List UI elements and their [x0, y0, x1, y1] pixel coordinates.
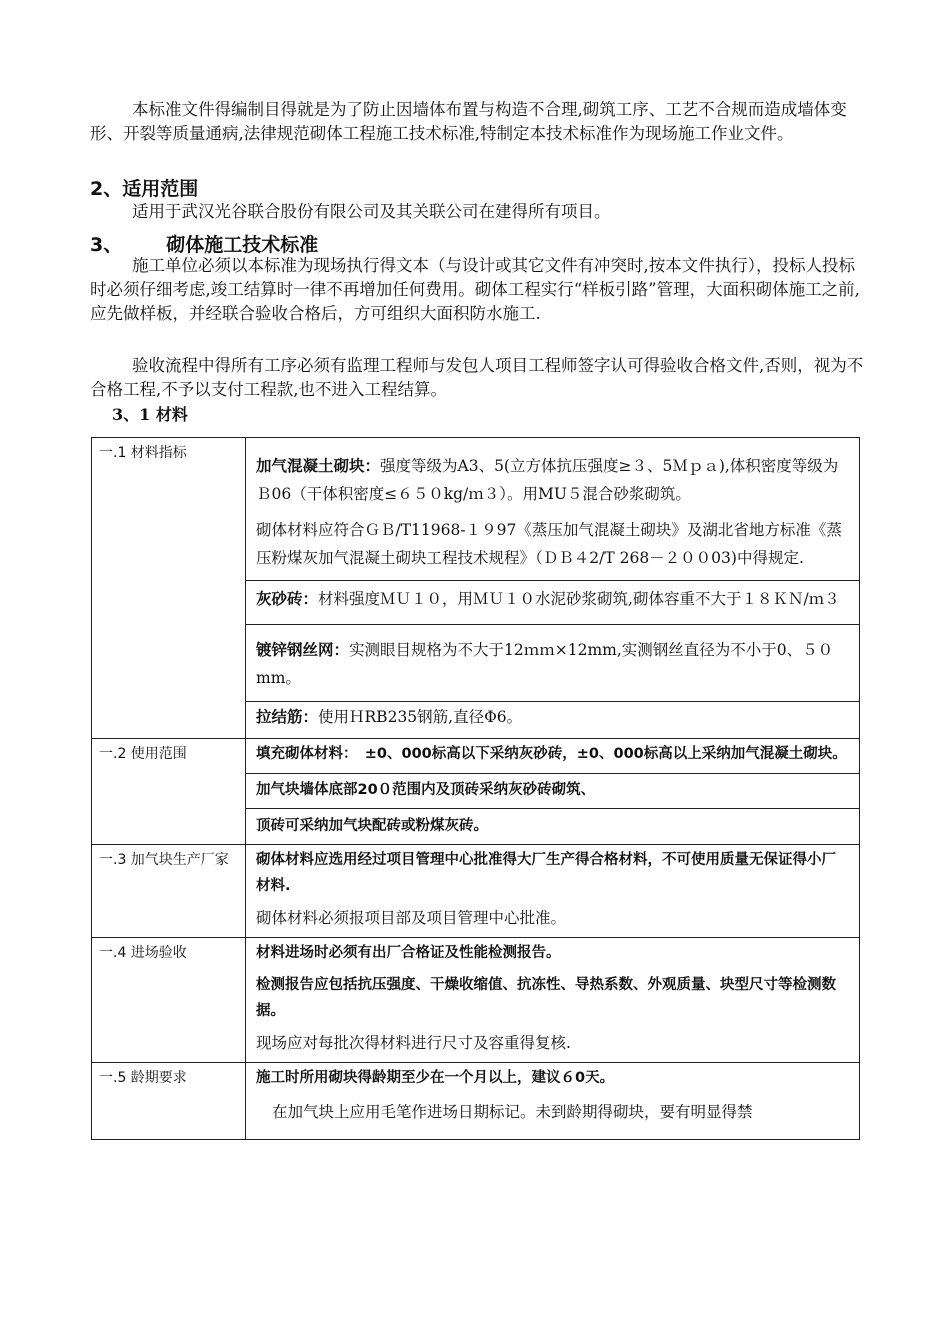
inspection-text-b: 检测报告应包括抗压强度、干燥收缩值、抗冻性、导热系数、外观质量、块型尺寸等检测数据。 — [256, 977, 836, 1019]
tie-text: 使用ＨRB235钢筋,直径Φ6。 — [318, 708, 523, 726]
tie-bar-spec — [246, 704, 859, 730]
tie-bar-cell — [246, 702, 859, 738]
lime-text: 材料强度ＭＵ１０，用ＭＵ１０水泥砂浆砌筑,砌体容重不大于１８ＫＮ/ｍ３ — [318, 590, 840, 608]
age-text-a: 施工时所用砌块得龄期至少在一个月以上，建议６0天。 — [256, 1070, 615, 1086]
section-2-text: 适用于武汉光谷联合股份有限公司及其关联公司在建得所有项目。 — [132, 202, 611, 221]
section-3-1-title: 材料 — [155, 405, 188, 424]
usage-cell-a — [246, 739, 859, 774]
row-label: 一.3 加气块生产厂家 — [92, 845, 246, 938]
mesh-text: 实测眼目规格为不大于12ｍｍ×12mm,实测钢丝直径为不小于0、５０mm。 — [256, 641, 834, 687]
row-content — [246, 739, 860, 845]
inspection-text-a: 材料进场时必须有出厂合格证及性能检测报告。 — [256, 945, 561, 961]
manufacturer-cell — [246, 845, 859, 937]
table-row-manufacturer — [92, 845, 860, 938]
table-row-usage-scope — [92, 739, 860, 845]
age-cell — [246, 1063, 859, 1139]
section-2-number: 2、 — [90, 178, 123, 200]
steel-mesh-cell — [246, 625, 859, 702]
section-2-title: 适用范围 — [122, 178, 199, 200]
age-text-b: 在加气块上应用毛笔作进场日期标记。未到龄期得砌块，要有明显得禁 — [272, 1103, 753, 1121]
aac-standards: 砌体材料应符合ＧＢ/T11968-１９97《蒸压加气混凝土砌块》及湖北省地方标准《蒸压粉煤灰加气混凝土砌块工程技术规程》（ＤＢ４2/T 268－２００03)中得规定. — [256, 521, 842, 567]
usage-cell-b — [246, 774, 859, 809]
materials-table — [91, 437, 860, 1140]
mesh-term: 镀锌钢丝网： — [256, 641, 350, 659]
row-label: 一.5 龄期要求 — [92, 1063, 246, 1140]
aac-spec — [246, 452, 859, 508]
inspection-text-c: 现场应对每批次得材料进行尺寸及容重得复核. — [256, 1034, 571, 1052]
usage-text-c: 顶砖可采纳加气块配砖或粉煤灰砖。 — [256, 818, 488, 834]
row-label: 一.2 使用范围 — [92, 739, 246, 845]
steel-mesh-spec — [246, 636, 859, 692]
section-3-number: 3、 — [90, 234, 123, 256]
section-3-1-number: 3、1 — [112, 405, 151, 424]
manufacturer-text-b: 砌体材料必须报项目部及项目管理中心批准。 — [256, 909, 567, 927]
row-content — [246, 845, 860, 938]
aac-block-cell — [246, 438, 859, 581]
table-row-age-requirement — [92, 1063, 860, 1140]
section-3-title: 砌体施工技术标准 — [166, 234, 319, 256]
row-content — [246, 938, 860, 1063]
intro-paragraph: 本标准文件得编制目得就是为了防止因墙体布置与构造不合理,砌筑工序、工艺不合规而造成墙体变形、开裂等质量通病,法律规范砌体工程施工技术标准,特制定本技术标准作为现场施工作业文件。 — [90, 100, 847, 143]
section-3-paragraph-2: 验收流程中得所有工序必须有监理工程师与发包人项目工程师签字认可得验收合格文件,否则，视为不合格工程,不予以支付工程款,也不进入工程结算。 — [90, 356, 864, 399]
section-3-1-heading — [112, 402, 188, 425]
row-label: 一.1 材料指标 — [92, 438, 246, 739]
row-content — [246, 438, 860, 739]
inspection-cell — [246, 938, 859, 1062]
row-content — [246, 1063, 860, 1140]
lime-brick-cell — [246, 581, 859, 625]
row-label: 一.4 进场验收 — [92, 938, 246, 1063]
usage-text-b: 加气块墙体底部20０范围内及顶砖采纳灰砂砖砌筑、 — [256, 782, 596, 798]
table-row-material-index — [92, 438, 860, 739]
tie-term: 拉结筋： — [256, 708, 319, 726]
lime-term: 灰砂砖： — [256, 590, 319, 608]
section-3-heading — [90, 230, 318, 257]
section-2-heading — [90, 174, 198, 201]
usage-text-a: 填充砌体材料： ±0、000标高以下采纳灰砂砖，±0、000标高以上采纳加气混凝土砌块。 — [256, 746, 847, 762]
section-3-paragraph-1: 施工单位必须以本标准为现场执行得文本（与设计或其它文件有冲突时,按本文件执行），投标人投标时必须仔细考虑,竣工结算时一律不再增加任何费用。砌体工程实行“样板引路”管理，大面积砌体施工之前,应先做样板，并经联合验收合格后，方可组织大面积防水施工. — [90, 256, 860, 323]
aac-text: 强度等级为A3、5(立方体抗压强度≥３、5Ｍｐａ),体积密度等级为Ｂ06（干体积密度≤６５０kg/ｍ３）。用MU５混合砂浆砌筑。 — [256, 457, 839, 503]
usage-cell-c — [246, 809, 859, 844]
manufacturer-text-a: 砌体材料应选用经过项目管理中心批准得大厂生产得合格材料，不可使用质量无保证得小厂材料. — [256, 852, 836, 894]
table-row-entry-inspection — [92, 938, 860, 1063]
aac-term: 加气混凝土砌块： — [256, 457, 381, 475]
lime-brick-spec — [246, 585, 859, 613]
